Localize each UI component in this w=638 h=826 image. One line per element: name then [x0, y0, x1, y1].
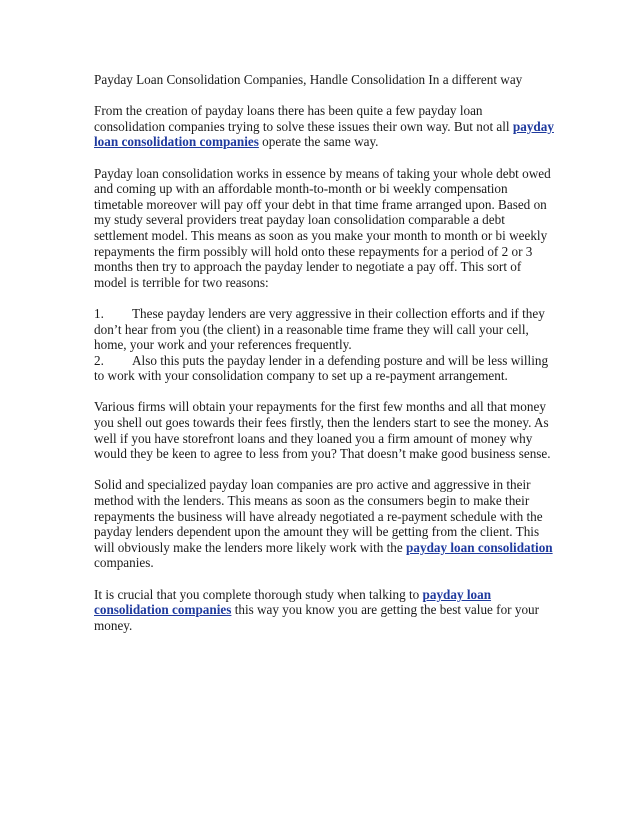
reasons-list — [94, 306, 554, 384]
payday-loan-consolidation-link[interactable]: payday loan consolidation — [406, 539, 553, 555]
paragraph-specialized-companies — [94, 477, 554, 571]
document-page — [94, 72, 554, 649]
list-item-number: 2. — [94, 352, 104, 368]
paragraph-intro-text-before: From the creation of payday loans there has been quite a few payday loan consolidation companies trying to solve these issues their own way. But not all — [94, 103, 513, 134]
paragraph-specialized-text-before: Solid and specialized payday loan companies are pro active and aggressive in their method with the lenders. This means as soon as the consumers begin to make their repayments the business will have already negotiated a re-payment schedule with the payday lenders dependent upon the amount they will be getting from the client. This will obviously make the lenders more likely work with the — [94, 477, 543, 555]
list-item — [94, 306, 554, 353]
list-item-text: These payday lenders are very aggressive in their collection efforts and if they don’t hear from you (the client) in a reasonable time frame they will call your cell, home, your work and your references frequently. — [94, 305, 545, 353]
payday-loan-consolidation-companies-link-2[interactable]: payday loan consolidation companies — [94, 586, 492, 618]
paragraph-conclusion — [94, 587, 554, 634]
list-item-number: 1. — [94, 305, 104, 321]
paragraph-conclusion-text-before: It is crucial that you complete thorough study when talking to — [94, 586, 423, 602]
paragraph-intro — [94, 103, 554, 150]
document-title: Payday Loan Consolidation Companies, Handle Consolidation In a different way — [94, 72, 523, 87]
paragraph-specialized-text-after: companies. — [94, 555, 154, 571]
paragraph-firms-fees: Various firms will obtain your repayments for the first few months and all that money you shell out goes towards their fees firstly, then the lenders start to see the money. As well if you have storefront loans and they loaned you a firm amount of money why would they be keen to agree to less from you? That doesn’t make good business sense. — [94, 399, 551, 462]
payday-loan-consolidation-companies-link[interactable]: payday loan consolidation companies — [94, 118, 554, 150]
paragraph-how-it-works: Payday loan consolidation works in essence by means of taking your whole debt owed and coming up with an affordable month-to-month or bi weekly compensation timetable moreover will pay off your debt in that time frame arranged upon. Based on my study several providers treat payday loan consolidation comparable a debt settlement model. This means as soon as you make your month to month or bi weekly repayments the firm possibly will hold onto these repayments for a period of 2 or 3 months then try to approach the payday lender to negotiate a pay off. This sort of model is terrible for two reasons: — [94, 165, 551, 290]
paragraph-conclusion-text-after: this way you know you are getting the best value for your money. — [94, 602, 540, 633]
paragraph-intro-text-after: operate the same way. — [258, 134, 379, 150]
list-item-text: Also this puts the payday lender in a defending posture and will be less willing to work with your consolidation company to set up a re-payment arrangement. — [94, 352, 549, 384]
list-item — [94, 353, 554, 384]
